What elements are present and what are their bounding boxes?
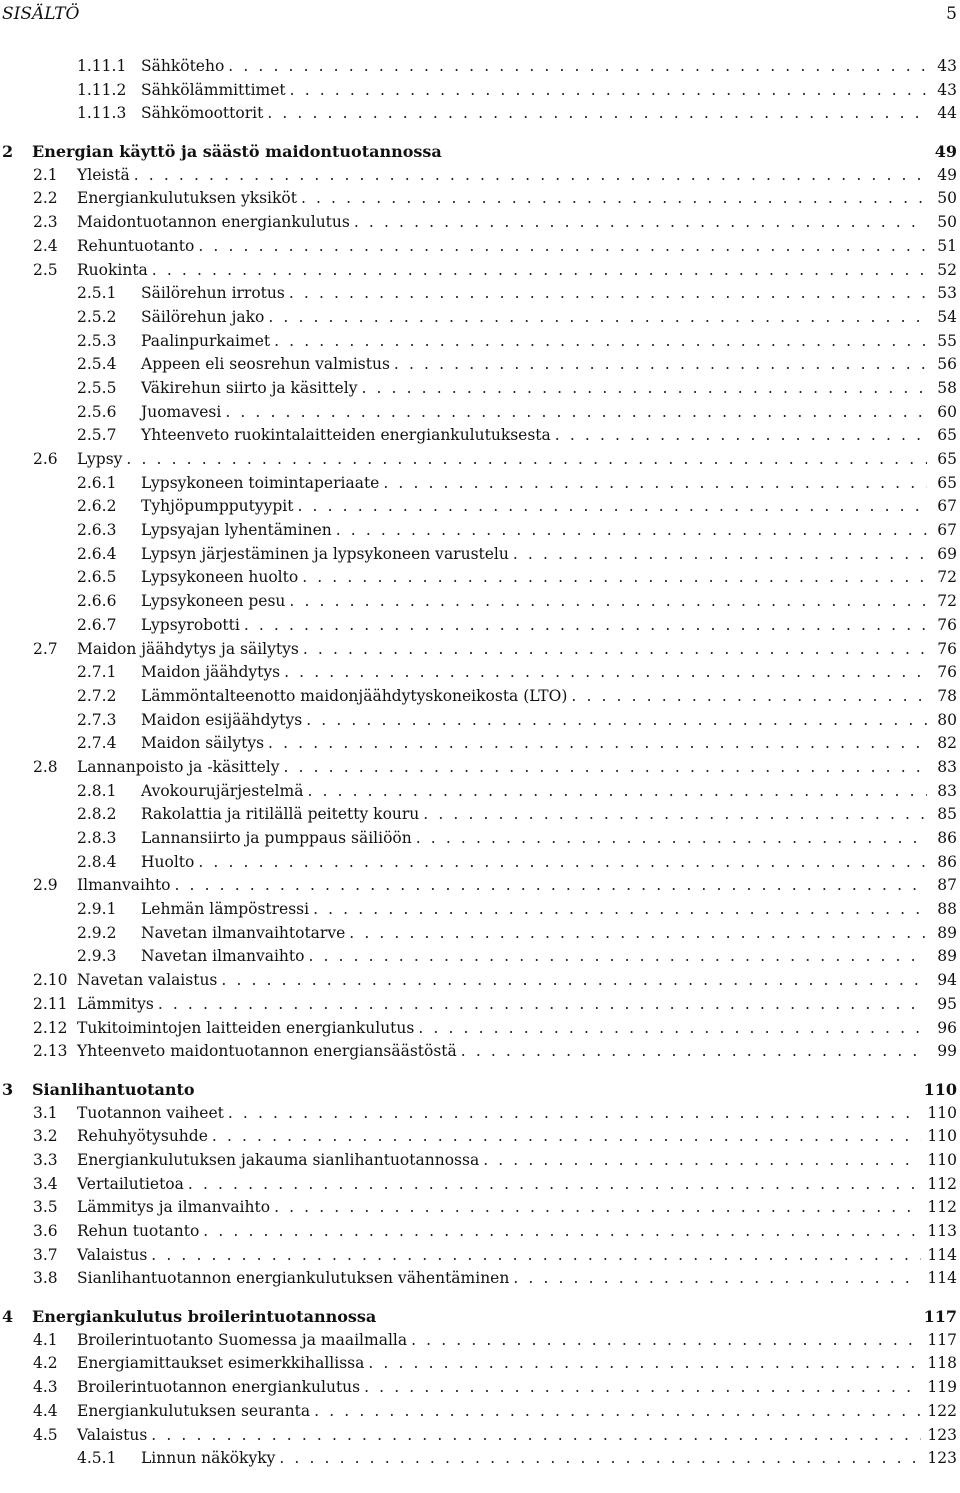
toc-entry-title: Paalinpurkaimet xyxy=(141,331,271,350)
toc-entry-page: 83 xyxy=(937,781,957,800)
toc-entry-page: 119 xyxy=(927,1378,957,1397)
toc-entry-title: Yhteenveto maidontuotannon energiansäästöstä xyxy=(77,1042,457,1061)
toc-entry-page: 114 xyxy=(927,1269,957,1288)
toc-dot-leader xyxy=(268,734,927,752)
toc-entry-page: 72 xyxy=(937,568,957,587)
toc-entry[interactable] xyxy=(0,521,960,545)
toc-dot-leader xyxy=(274,332,927,350)
toc-entry-number: 2.7.1 xyxy=(77,663,117,682)
toc-entry[interactable] xyxy=(0,924,960,948)
toc-entry-title: Tyhjöpumpputyypit xyxy=(141,497,294,516)
toc-chapter-entry[interactable] xyxy=(0,142,960,166)
toc-entry-number: 2.10 xyxy=(33,971,68,990)
toc-entry[interactable] xyxy=(0,971,960,995)
toc-dot-leader xyxy=(314,1402,921,1420)
toc-dot-leader xyxy=(158,995,927,1013)
toc-dot-leader xyxy=(203,1222,921,1240)
toc-entry-number: 1.11.3 xyxy=(77,104,127,123)
toc-entry-title: Energiankulutuksen seuranta xyxy=(77,1401,311,1420)
table-of-contents xyxy=(0,57,960,1473)
toc-entry-title: Ruokinta xyxy=(77,260,148,279)
toc-entry-page: 65 xyxy=(937,450,957,468)
toc-entry-title: Navetan ilmanvaihtotarve xyxy=(141,923,346,942)
toc-entry[interactable] xyxy=(0,1449,960,1473)
toc-entry-page: 44 xyxy=(937,104,957,123)
toc-entry-title: Tuotannon vaiheet xyxy=(77,1103,224,1122)
toc-entry[interactable] xyxy=(0,426,960,450)
toc-entry[interactable] xyxy=(0,829,960,853)
toc-entry-title: Lypsy xyxy=(77,450,123,468)
toc-entry-title: Säilörehun irrotus xyxy=(141,284,285,303)
toc-entry-number: 2.6.4 xyxy=(77,544,117,563)
toc-entry-number: 2.8 xyxy=(33,757,58,776)
toc-entry-page: 65 xyxy=(937,426,957,445)
toc-dot-leader xyxy=(354,213,927,231)
toc-entry-page: 56 xyxy=(937,355,957,374)
toc-entry-number: 4.5 xyxy=(33,1425,58,1444)
toc-entry-title: Lypsyn järjestäminen ja lypsykoneen varustelu xyxy=(141,544,509,563)
toc-entry-title: Lypsykoneen pesu xyxy=(141,592,286,611)
toc-dot-leader xyxy=(307,782,927,800)
toc-entry-page: 95 xyxy=(937,994,957,1013)
toc-entry[interactable] xyxy=(0,355,960,379)
toc-entry-page: 43 xyxy=(937,80,957,99)
toc-entry-title: Maidon jäähdytys ja säilytys xyxy=(77,639,299,658)
toc-entry-number: 2.8.4 xyxy=(77,852,117,871)
toc-entry-page: 83 xyxy=(937,757,957,776)
toc-dot-leader xyxy=(188,1175,922,1193)
toc-entry-number: 2.6.2 xyxy=(77,497,117,516)
toc-dot-leader xyxy=(394,355,927,373)
toc-entry-number: 2.6.5 xyxy=(77,568,117,587)
toc-dot-leader xyxy=(349,924,927,942)
toc-dot-leader xyxy=(268,308,927,326)
toc-entry-title: Navetan valaistus xyxy=(77,971,218,990)
toc-entry-title: Energiankulutus broilerintuotannossa xyxy=(32,1307,377,1327)
toc-entry-number: 2.5.6 xyxy=(77,402,117,421)
toc-entry-title: Broilerintuotannon energiankulutus xyxy=(77,1378,361,1397)
toc-entry-number: 2.9.3 xyxy=(77,947,117,966)
toc-entry-title: Rakolattia ja ritilällä peitetty kouru xyxy=(141,805,420,824)
toc-entry-number: 2.12 xyxy=(33,1018,68,1037)
toc-entry-number: 1.11.1 xyxy=(77,57,127,75)
toc-entry-number: 2.5.1 xyxy=(77,284,117,303)
toc-entry[interactable] xyxy=(0,497,960,521)
toc-dot-leader xyxy=(411,1331,921,1349)
toc-entry-page: 86 xyxy=(937,829,957,847)
toc-dot-leader xyxy=(228,57,927,75)
toc-entry[interactable] xyxy=(0,568,960,592)
toc-entry[interactable] xyxy=(0,284,960,308)
toc-entry-title: Lämmitys ja ilmanvaihto xyxy=(77,1198,271,1217)
toc-entry-number: 2.7.3 xyxy=(77,710,117,729)
toc-entry-number: 2.4 xyxy=(33,236,58,255)
toc-entry-number: 2.11 xyxy=(33,994,68,1013)
toc-entry[interactable] xyxy=(0,1198,960,1222)
toc-entry-page: 76 xyxy=(937,663,957,682)
toc-entry-title: Broilerintuotanto Suomessa ja maailmalla xyxy=(77,1330,408,1349)
toc-entry[interactable] xyxy=(0,758,960,782)
toc-dot-leader xyxy=(313,900,927,918)
toc-entry-title: Maidon säilytys xyxy=(141,734,265,753)
toc-entry-title: Rehuntuotanto xyxy=(77,236,195,255)
toc-entry-title: Energiankulutuksen jakauma sianlihantuotannossa xyxy=(77,1150,480,1169)
toc-entry-page: 112 xyxy=(927,1174,957,1193)
running-title: SISÄLTÖ xyxy=(2,4,80,24)
toc-entry[interactable] xyxy=(0,57,960,81)
toc-entry-title: Juomavesi xyxy=(141,402,222,421)
toc-entry-page: 76 xyxy=(937,615,957,634)
toc-entry-number: 3.3 xyxy=(33,1150,58,1169)
toc-entry[interactable] xyxy=(0,261,960,285)
toc-entry-page: 85 xyxy=(937,805,957,824)
toc-dot-leader xyxy=(198,853,927,871)
toc-dot-leader xyxy=(301,189,927,207)
toc-entry[interactable] xyxy=(0,805,960,829)
toc-entry[interactable] xyxy=(0,1151,960,1175)
toc-entry[interactable] xyxy=(0,1402,960,1426)
toc-dot-leader xyxy=(274,1198,921,1216)
toc-entry-title: Maidon esijäähdytys xyxy=(141,710,303,729)
toc-entry[interactable] xyxy=(0,1127,960,1151)
toc-entry-title: Energian käyttö ja säästö maidontuotannossa xyxy=(32,142,442,162)
toc-entry-page: 78 xyxy=(937,686,957,705)
toc-entry-page: 58 xyxy=(937,378,957,397)
toc-entry-title: Huolto xyxy=(141,852,195,871)
toc-dot-leader xyxy=(423,805,927,823)
toc-entry-page: 72 xyxy=(937,592,957,611)
toc-dot-leader xyxy=(555,426,927,444)
toc-entry-title: Lannansiirto ja pumppaus säiliöön xyxy=(141,829,412,847)
toc-entry[interactable] xyxy=(0,213,960,237)
toc-entry-title: Lypsyajan lyhentäminen xyxy=(141,521,332,540)
toc-entry-page: 118 xyxy=(927,1354,957,1373)
toc-entry-page: 54 xyxy=(937,307,957,326)
toc-entry-title: Sianlihantuotannon energiankulutuksen vähentäminen xyxy=(77,1269,510,1288)
toc-entry-number: 2.5.5 xyxy=(77,378,117,397)
toc-entry-title: Väkirehun siirto ja käsittely xyxy=(141,378,358,397)
toc-entry[interactable] xyxy=(0,1269,960,1293)
toc-entry[interactable] xyxy=(0,237,960,261)
toc-entry-page: 49 xyxy=(937,165,957,184)
toc-entry-number: 2.13 xyxy=(33,1042,68,1061)
toc-entry-number: 2 xyxy=(2,142,14,162)
toc-entry-page: 110 xyxy=(927,1127,957,1146)
toc-entry-number: 1.11.2 xyxy=(77,80,127,99)
toc-chapter-entry[interactable] xyxy=(0,1080,960,1104)
toc-dot-leader xyxy=(225,403,927,421)
toc-entry-title: Lämmitys xyxy=(77,994,154,1013)
toc-dot-leader xyxy=(198,237,927,255)
toc-entry[interactable] xyxy=(0,995,960,1019)
toc-dot-leader xyxy=(151,1426,921,1444)
toc-entry-title: Lehmän lämpöstressi xyxy=(141,900,310,919)
toc-entry-page: 117 xyxy=(923,1307,957,1327)
toc-dot-leader xyxy=(513,1269,921,1287)
toc-entry-number: 2.5.7 xyxy=(77,426,117,445)
toc-entry[interactable] xyxy=(0,104,960,128)
toc-dot-leader xyxy=(244,616,927,634)
toc-entry-page: 53 xyxy=(937,284,957,303)
toc-entry-number: 2.8.2 xyxy=(77,805,117,824)
toc-dot-leader xyxy=(302,568,927,586)
toc-entry[interactable] xyxy=(0,1246,960,1270)
toc-entry-number: 2.8.1 xyxy=(77,781,117,800)
toc-entry-page: 96 xyxy=(937,1018,957,1037)
toc-dot-leader xyxy=(483,1151,921,1169)
toc-dot-leader xyxy=(290,81,927,99)
toc-entry-page: 65 xyxy=(937,473,957,492)
toc-dot-leader xyxy=(152,261,927,279)
toc-entry[interactable] xyxy=(0,81,960,105)
toc-entry-page: 80 xyxy=(937,710,957,729)
toc-entry[interactable] xyxy=(0,1042,960,1066)
toc-dot-leader xyxy=(303,640,927,658)
toc-entry-page: 87 xyxy=(937,876,957,895)
toc-entry-page: 117 xyxy=(927,1330,957,1349)
toc-entry-title: Lypsykoneen huolto xyxy=(141,568,299,587)
toc-entry-title: Vertailutietoa xyxy=(77,1174,184,1193)
toc-entry-page: 60 xyxy=(937,402,957,421)
toc-dot-leader xyxy=(289,284,927,302)
toc-entry-title: Yhteenveto ruokintalaitteiden energiankulutuksesta xyxy=(141,426,551,445)
toc-entry[interactable] xyxy=(0,592,960,616)
toc-dot-leader xyxy=(571,687,927,705)
toc-entry-title: Linnun näkökyky xyxy=(141,1449,276,1468)
toc-entry[interactable] xyxy=(0,663,960,687)
toc-dot-leader xyxy=(151,1246,921,1264)
page-header xyxy=(0,0,960,30)
toc-entry-number: 4.5.1 xyxy=(77,1449,117,1468)
toc-dot-leader xyxy=(279,1449,921,1467)
toc-entry-number: 2.3 xyxy=(33,213,58,232)
toc-entry-page: 89 xyxy=(937,947,957,966)
toc-entry-page: 114 xyxy=(927,1245,957,1264)
toc-entry-number: 2.7.2 xyxy=(77,686,117,705)
toc-entry[interactable] xyxy=(0,1426,960,1450)
toc-entry-number: 3.6 xyxy=(33,1222,58,1240)
toc-chapter-entry[interactable] xyxy=(0,1307,960,1331)
toc-entry-page: 51 xyxy=(937,236,957,255)
toc-entry-page: 99 xyxy=(937,1042,957,1061)
toc-entry-number: 4.2 xyxy=(33,1354,58,1373)
toc-entry-title: Lypsyrobotti xyxy=(141,615,240,634)
toc-entry[interactable] xyxy=(0,1019,960,1043)
toc-entry-title: Energiamittaukset esimerkkihallissa xyxy=(77,1354,365,1373)
toc-entry-title: Rehun tuotanto xyxy=(77,1222,200,1240)
toc-entry[interactable] xyxy=(0,734,960,758)
toc-entry[interactable] xyxy=(0,1378,960,1402)
toc-entry[interactable] xyxy=(0,616,960,640)
toc-entry[interactable] xyxy=(0,782,960,806)
toc-entry-number: 3.8 xyxy=(33,1269,58,1288)
toc-entry[interactable] xyxy=(0,1175,960,1199)
toc-entry[interactable] xyxy=(0,474,960,498)
toc-entry-page: 113 xyxy=(927,1222,957,1240)
toc-entry-page: 52 xyxy=(937,260,957,279)
toc-entry-number: 3.4 xyxy=(33,1174,58,1193)
toc-dot-leader xyxy=(416,829,927,847)
toc-entry-page: 67 xyxy=(937,497,957,516)
toc-entry[interactable] xyxy=(0,1354,960,1378)
toc-entry-number: 3 xyxy=(2,1079,14,1099)
toc-entry-number: 2.9 xyxy=(33,876,58,895)
toc-entry-page: 123 xyxy=(927,1449,957,1468)
toc-entry[interactable] xyxy=(0,947,960,971)
toc-entry[interactable] xyxy=(0,545,960,569)
toc-dot-leader xyxy=(289,592,927,610)
toc-entry-title: Rehuhyötysuhde xyxy=(77,1127,208,1146)
toc-entry-page: 86 xyxy=(937,852,957,871)
toc-entry-title: Avokourujärjestelmä xyxy=(141,781,304,800)
toc-entry-title: Maidon jäähdytys xyxy=(141,663,281,682)
toc-entry-number: 3.1 xyxy=(33,1103,58,1122)
toc-entry[interactable] xyxy=(0,189,960,213)
toc-dot-leader xyxy=(212,1127,922,1145)
toc-entry-title: Säilörehun jako xyxy=(141,307,265,326)
toc-entry[interactable] xyxy=(0,1331,960,1355)
toc-entry-number: 2.6 xyxy=(33,450,58,468)
toc-dot-leader xyxy=(283,758,927,776)
toc-dot-leader xyxy=(126,450,927,468)
toc-entry-number: 2.8.3 xyxy=(77,829,117,847)
toc-entry[interactable] xyxy=(0,379,960,403)
toc-entry-number: 4 xyxy=(2,1307,14,1327)
toc-entry-page: 122 xyxy=(927,1401,957,1420)
toc-entry-number: 2.6.3 xyxy=(77,521,117,540)
toc-entry-number: 2.5 xyxy=(33,260,58,279)
toc-entry-number: 2.6.6 xyxy=(77,592,117,611)
toc-entry-number: 2.5.2 xyxy=(77,307,117,326)
toc-entry-page: 69 xyxy=(937,544,957,563)
toc-entry[interactable] xyxy=(0,166,960,190)
toc-entry[interactable] xyxy=(0,711,960,735)
toc-entry-title: Navetan ilmanvaihto xyxy=(141,947,305,966)
toc-entry-page: 110 xyxy=(927,1150,957,1169)
page-number: 5 xyxy=(946,4,957,24)
toc-dot-leader xyxy=(134,166,927,184)
toc-entry-page: 50 xyxy=(937,213,957,232)
toc-dot-leader xyxy=(361,379,927,397)
toc-entry-page: 43 xyxy=(937,57,957,75)
toc-dot-leader xyxy=(221,971,927,989)
toc-dot-leader xyxy=(461,1042,927,1060)
toc-entry-page: 76 xyxy=(937,639,957,658)
toc-entry-page: 94 xyxy=(937,971,957,990)
toc-entry-number: 2.7 xyxy=(33,639,58,658)
toc-entry-title: Valaistus xyxy=(77,1245,148,1264)
toc-entry-number: 3.7 xyxy=(33,1245,58,1264)
toc-entry-page: 49 xyxy=(934,142,957,162)
toc-entry-number: 4.4 xyxy=(33,1401,58,1420)
toc-entry-title: Sähkölämmittimet xyxy=(141,80,286,99)
toc-entry-page: 89 xyxy=(937,923,957,942)
toc-dot-leader xyxy=(284,663,927,681)
toc-entry-page: 50 xyxy=(937,189,957,208)
toc-dot-leader xyxy=(308,947,927,965)
toc-dot-leader xyxy=(336,521,927,539)
toc-dot-leader xyxy=(267,104,927,122)
toc-entry-number: 2.9.1 xyxy=(77,900,117,919)
toc-dot-leader xyxy=(306,711,927,729)
toc-entry-title: Maidontuotannon energiankulutus xyxy=(77,213,350,232)
toc-dot-leader xyxy=(228,1104,922,1122)
toc-entry-title: Energiankulutuksen yksiköt xyxy=(77,189,297,208)
toc-entry-number: 2.7.4 xyxy=(77,734,117,753)
toc-entry-page: 82 xyxy=(937,734,957,753)
toc-entry-page: 112 xyxy=(927,1198,957,1217)
toc-entry-title: Lypsykoneen toimintaperiaate xyxy=(141,473,380,492)
toc-dot-leader xyxy=(364,1378,921,1396)
toc-entry-page: 110 xyxy=(927,1103,957,1122)
toc-entry[interactable] xyxy=(0,1222,960,1246)
toc-entry-title: Lannanpoisto ja -käsittely xyxy=(77,757,280,776)
toc-entry-page: 67 xyxy=(937,521,957,540)
toc-entry-number: 3.5 xyxy=(33,1198,58,1217)
toc-dot-leader xyxy=(298,497,928,515)
toc-entry-title: Valaistus xyxy=(77,1425,148,1444)
toc-dot-leader xyxy=(418,1019,927,1037)
toc-entry-number: 2.5.4 xyxy=(77,355,117,374)
toc-entry[interactable] xyxy=(0,900,960,924)
toc-entry-title: Sähkömoottorit xyxy=(141,104,264,123)
toc-entry-number: 4.3 xyxy=(33,1378,58,1397)
toc-entry[interactable] xyxy=(0,1104,960,1128)
toc-entry-number: 2.6.1 xyxy=(77,473,117,492)
toc-entry[interactable] xyxy=(0,687,960,711)
toc-entry-title: Sianlihantuotanto xyxy=(32,1079,195,1099)
toc-dot-leader xyxy=(383,474,927,492)
toc-entry-number: 3.2 xyxy=(33,1127,58,1146)
toc-entry[interactable] xyxy=(0,332,960,356)
toc-entry-title: Tukitoimintojen laitteiden energiankulutus xyxy=(77,1018,415,1037)
toc-entry-title: Sähköteho xyxy=(141,57,225,75)
toc-entry-title: Appeen eli seosrehun valmistus xyxy=(141,355,390,374)
toc-entry-number: 2.5.3 xyxy=(77,331,117,350)
toc-entry[interactable] xyxy=(0,640,960,664)
toc-entry[interactable] xyxy=(0,876,960,900)
toc-entry-number: 2.1 xyxy=(33,165,58,184)
toc-entry-title: Lämmöntalteenotto maidonjäähdytyskoneikosta (LTO) xyxy=(141,686,568,705)
toc-entry-page: 110 xyxy=(923,1079,957,1099)
toc-entry[interactable] xyxy=(0,853,960,877)
toc-entry-number: 2.2 xyxy=(33,189,58,208)
toc-entry-title: Yleistä xyxy=(77,165,130,184)
toc-entry-number: 2.6.7 xyxy=(77,615,117,634)
toc-entry[interactable] xyxy=(0,450,960,474)
toc-entry[interactable] xyxy=(0,403,960,427)
toc-entry-title: Ilmanvaihto xyxy=(77,876,171,895)
toc-entry[interactable] xyxy=(0,308,960,332)
toc-entry-page: 88 xyxy=(937,900,957,919)
toc-entry-page: 123 xyxy=(927,1425,957,1444)
toc-entry-page: 55 xyxy=(937,331,957,350)
toc-dot-leader xyxy=(175,876,928,894)
toc-entry-number: 4.1 xyxy=(33,1330,58,1349)
toc-entry-number: 2.9.2 xyxy=(77,923,117,942)
toc-dot-leader xyxy=(513,545,927,563)
toc-dot-leader xyxy=(368,1354,921,1372)
